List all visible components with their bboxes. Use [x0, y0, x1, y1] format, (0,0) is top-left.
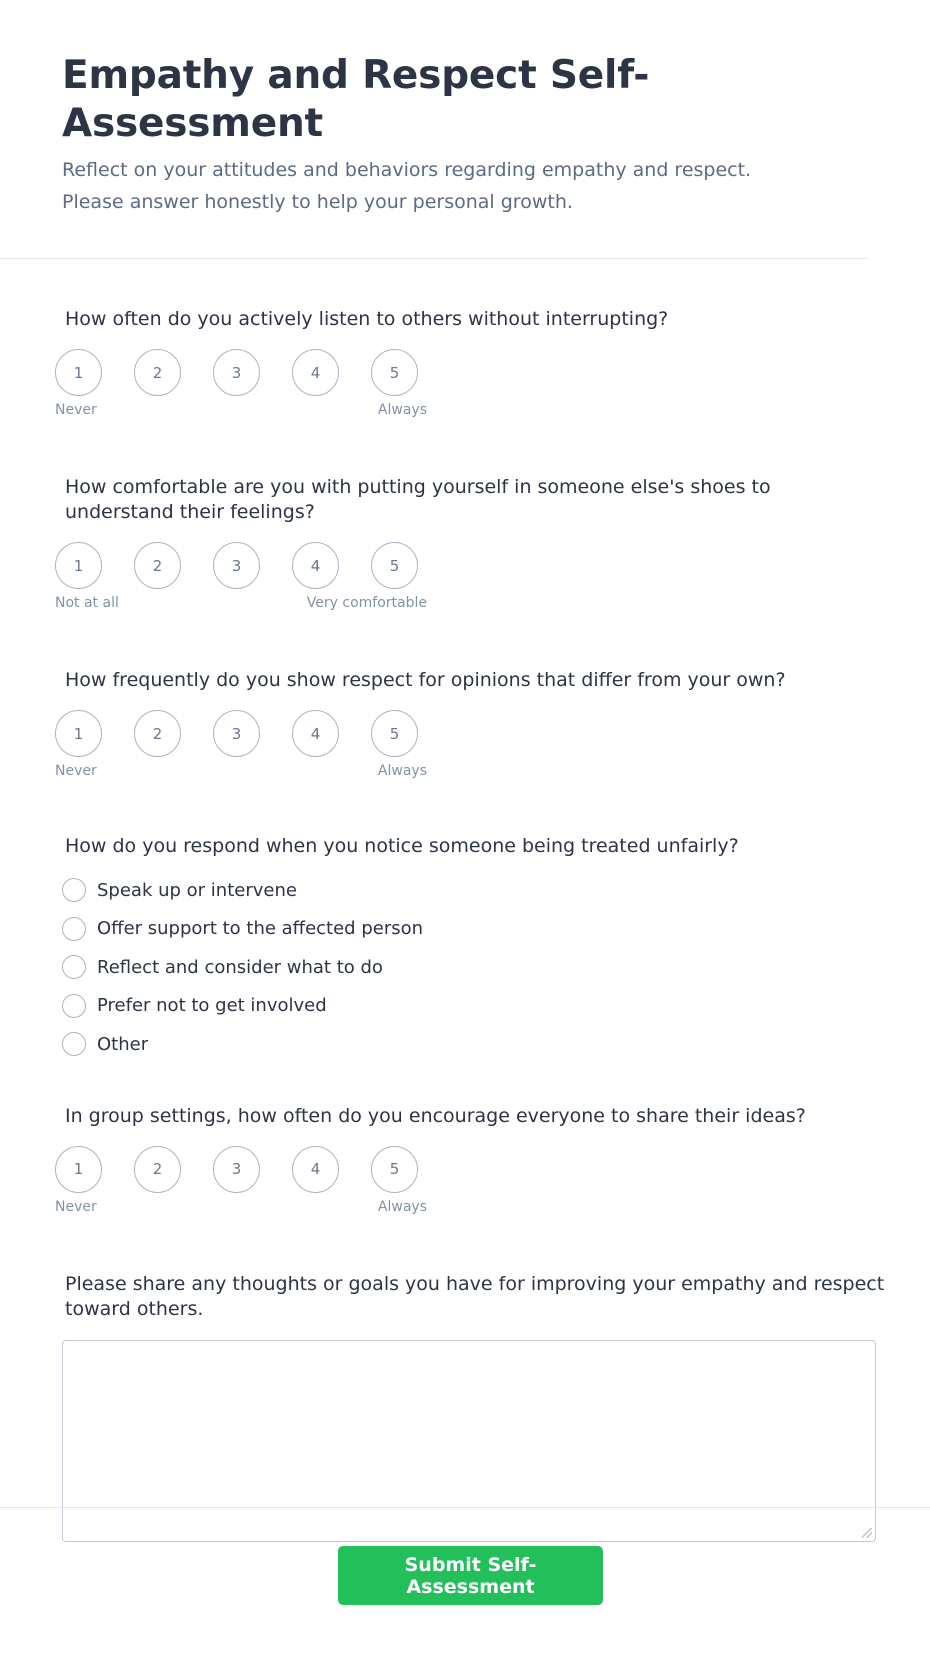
scale-labels	[55, 402, 427, 422]
rating-5-button[interactable]: 5	[371, 1146, 418, 1193]
scale-max-label: Always	[377, 1198, 427, 1215]
rating-1-button[interactable]: 1	[55, 349, 102, 396]
rating-options	[55, 710, 930, 757]
question-text: How often do you actively listen to others without interrupting?	[65, 308, 669, 330]
scale-labels	[55, 1199, 427, 1219]
radio-button[interactable]	[62, 917, 86, 941]
option-label: Reflect and consider what to do	[97, 956, 383, 978]
question-improvement-goals	[65, 1272, 930, 1542]
resize-handle-icon[interactable]	[862, 1528, 872, 1538]
question-text: How frequently do you show respect for opinions that differ from your own?	[65, 669, 786, 691]
radio-button[interactable]	[62, 955, 86, 979]
scale-min-label: Never	[55, 402, 97, 418]
rating-4-button[interactable]: 4	[292, 710, 339, 757]
rating-3-button[interactable]: 3	[213, 1146, 260, 1193]
rating-scale	[55, 542, 930, 622]
rating-1-button[interactable]: 1	[55, 1146, 102, 1193]
question-group-encouragement	[55, 1104, 930, 1226]
page-subtitle: Reflect on your attitudes and behaviors regarding empathy and respect. Please answer honestly to help your personal growth.	[62, 159, 752, 213]
question-text: How comfortable are you with putting yourself in someone else's shoes to understand their feelings?	[65, 476, 771, 523]
rating-options	[55, 542, 930, 589]
scale-max-label: Very comfortable	[306, 595, 427, 611]
rating-scale	[55, 349, 930, 429]
option-label: Other	[97, 1033, 149, 1055]
option-other[interactable]	[65, 1025, 930, 1064]
goals-textarea-wrapper	[62, 1340, 876, 1542]
scale-max-label: Always	[377, 763, 427, 779]
assessment-form	[0, 307, 930, 1542]
scale-labels	[55, 595, 427, 615]
rating-scale	[55, 1146, 930, 1226]
rating-2-button[interactable]: 2	[134, 349, 181, 396]
goals-textarea[interactable]	[63, 1341, 875, 1541]
submit-button[interactable]: Submit Self-Assessment	[338, 1546, 603, 1605]
question-listening	[55, 307, 930, 429]
response-options	[65, 871, 930, 1064]
scale-max-label: Always	[377, 402, 427, 418]
rating-2-button[interactable]: 2	[134, 710, 181, 757]
rating-3-button[interactable]: 3	[213, 710, 260, 757]
rating-3-button[interactable]: 3	[213, 542, 260, 589]
scale-min-label: Not at all	[55, 595, 119, 611]
rating-scale	[55, 710, 930, 790]
option-label: Offer support to the affected person	[97, 918, 424, 940]
option-offer-support[interactable]	[65, 910, 930, 949]
option-label: Speak up or intervene	[97, 879, 297, 901]
radio-button[interactable]	[62, 994, 86, 1018]
question-text: In group settings, how often do you encourage everyone to share their ideas?	[65, 1104, 806, 1127]
rating-2-button[interactable]: 2	[134, 1146, 181, 1193]
scale-min-label: Never	[55, 1198, 97, 1215]
scale-min-label: Never	[55, 763, 97, 779]
page-title: Empathy and Respect Self-Assessment	[62, 53, 650, 146]
radio-button[interactable]	[62, 878, 86, 902]
option-label: Prefer not to get involved	[97, 995, 327, 1017]
option-reflect[interactable]	[65, 948, 930, 987]
form-footer	[0, 1507, 930, 1598]
option-speak-up[interactable]	[65, 871, 930, 910]
rating-4-button[interactable]: 4	[292, 349, 339, 396]
scale-labels	[55, 763, 427, 783]
rating-2-button[interactable]: 2	[134, 542, 181, 589]
rating-5-button[interactable]: 5	[371, 349, 418, 396]
rating-4-button[interactable]: 4	[292, 542, 339, 589]
rating-5-button[interactable]: 5	[371, 710, 418, 757]
rating-4-button[interactable]: 4	[292, 1146, 339, 1193]
rating-3-button[interactable]: 3	[213, 349, 260, 396]
rating-1-button[interactable]: 1	[55, 542, 102, 589]
question-text: Please share any thoughts or goals you have for improving your empathy and respect toward others.	[65, 1272, 885, 1320]
question-respect-opinions	[55, 668, 930, 790]
rating-5-button[interactable]: 5	[371, 542, 418, 589]
question-unfair-treatment	[65, 834, 930, 1064]
question-text: How do you respond when you notice someone being treated unfairly?	[65, 835, 739, 857]
form-header	[0, 0, 868, 259]
radio-button[interactable]	[62, 1032, 86, 1056]
question-perspective-taking	[55, 475, 930, 622]
rating-options	[55, 1146, 930, 1193]
option-not-involved[interactable]	[65, 987, 930, 1026]
rating-options	[55, 349, 930, 396]
rating-1-button[interactable]: 1	[55, 710, 102, 757]
